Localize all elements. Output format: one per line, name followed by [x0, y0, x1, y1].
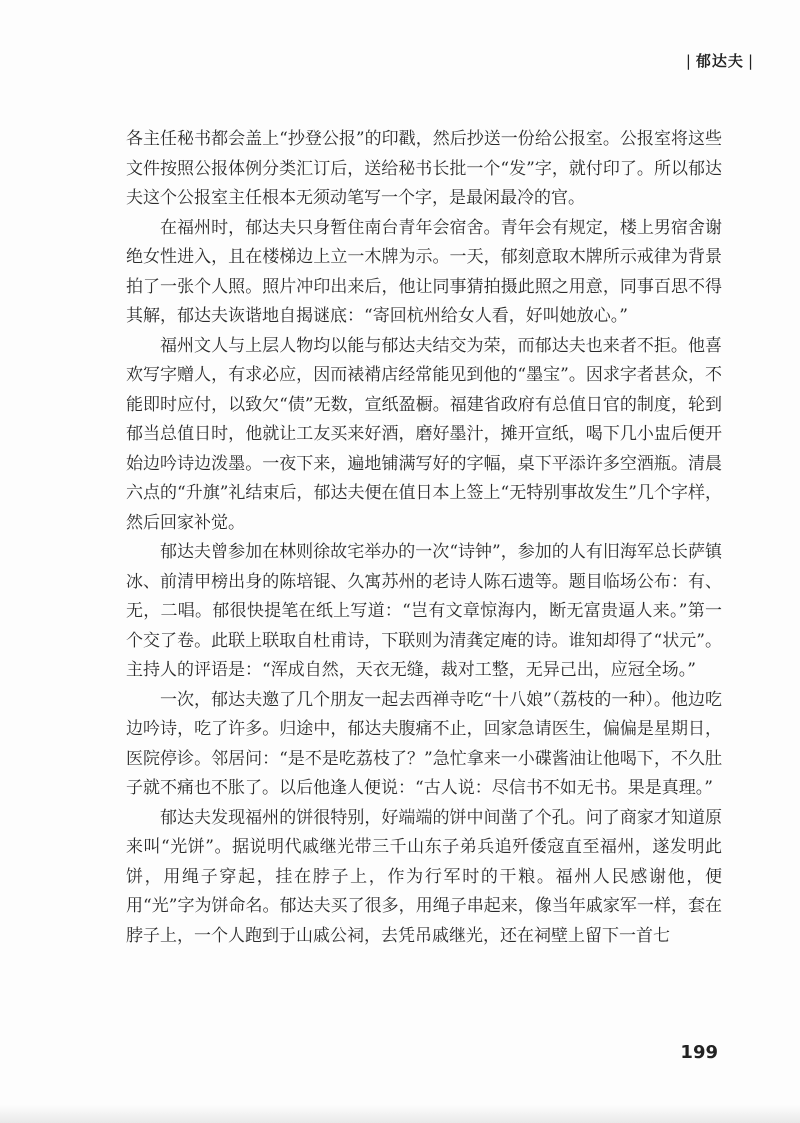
running-header — [682, 50, 758, 71]
page-bottom-edge — [0, 1105, 800, 1123]
page-number: 199 — [680, 1042, 718, 1063]
header-title: 郁达夫 — [695, 52, 744, 70]
paragraph-3: 福州文人与上层人物均以能与郁达夫结交为荣，而郁达夫也来者不拒。他喜欢写字赠人，有求必应，因而裱褙店经常能见到他的“墨宝”。因求字者甚众，不能即时应付，以致欠“债”无数，宣纸盈橱。福建省政府有总值日官的制度，轮到郁当总值日时，他就让工友买来好酒，磨好墨汁，摊开宣纸，喝下几小盅后便开始边吟诗边泼墨。一夜下来，遍地铺满写好的字幅，桌下平添许多空酒瓶。清晨六点的“升旗”礼结束后，郁达夫便在值日本上签上“无特别事故发生”几个字样，然后回家补觉。 — [126, 335, 722, 533]
paragraph-4: 郁达夫曾参加在林则徐故宅举办的一次“诗钟”，参加的人有旧海军总长萨镇冰、前清甲榜出身的陈培锟、久寓苏州的老诗人陈石遗等。题目临场公布：有、无，二唱。郁很快提笔在纸上写道：“岂有文章惊海内，断无富贵逼人来。”第一个交了卷。此联上联取自杜甫诗，下联则为清龚定庵的诗。谁知却得了“状元”。主持人的评语是：“浑成自然，天衣无缝，裁对工整，无异己出，应冠全场。” — [126, 542, 722, 680]
paragraph-6: 郁达夫发现福州的饼很特别，好端端的饼中间凿了个孔。问了商家才知道原来叫“光饼”。据说明代戚继光带三千山东子弟兵追歼倭寇直至福州，遂发明此饼，用绳子穿起，挂在脖子上，作为行军时的干粮。福州人民感谢他，便用“光”字为饼命名。郁达夫买了很多，用绳子串起来，像当年戚家军一样，套在脖子上，一个人跑到于山戚公祠，去凭吊戚继光，还在祠壁上留下一首七 — [126, 807, 722, 946]
header-divider-right: | — [747, 52, 754, 70]
paragraph-1: 各主任秘书都会盖上“抄登公报”的印戳，然后抄送一份给公报室。公报室将这些文件按照公报体例分类汇订后，送给秘书长批一个“发”字，就付印了。所以郁达夫这个公报室主任根本无须动笔写一个字，是最闲最冷的官。 — [126, 129, 722, 208]
paragraph-2: 在福州时，郁达夫只身暂住南台青年会宿舍。青年会有规定，楼上男宿舍谢绝女性进入，且在楼梯边上立一木牌为示。一天，郁刻意取木牌所示戒律为背景拍了一张个人照。照片冲印出来后，他让同事猜拍摄此照之用意，同事百思不得其解，郁达夫诙谐地自揭谜底：“寄回杭州给女人看，好叫她放心。” — [126, 217, 722, 326]
paragraph-5: 一次，郁达夫邀了几个朋友一起去西禅寺吃“十八娘”（荔枝的一种）。他边吃边吟诗，吃了许多。归途中，郁达夫腹痛不止，回家急请医生，偏偏是星期日，医院停诊。邻居问：“是不是吃荔枝了？”急忙拿来一小碟酱油让他喝下，不久肚子就不痛也不胀了。以后他逢人便说：“古人说：尽信书不如无书。果是真理。” — [126, 689, 722, 798]
header-divider-left: | — [685, 52, 692, 70]
body-text — [126, 125, 722, 951]
